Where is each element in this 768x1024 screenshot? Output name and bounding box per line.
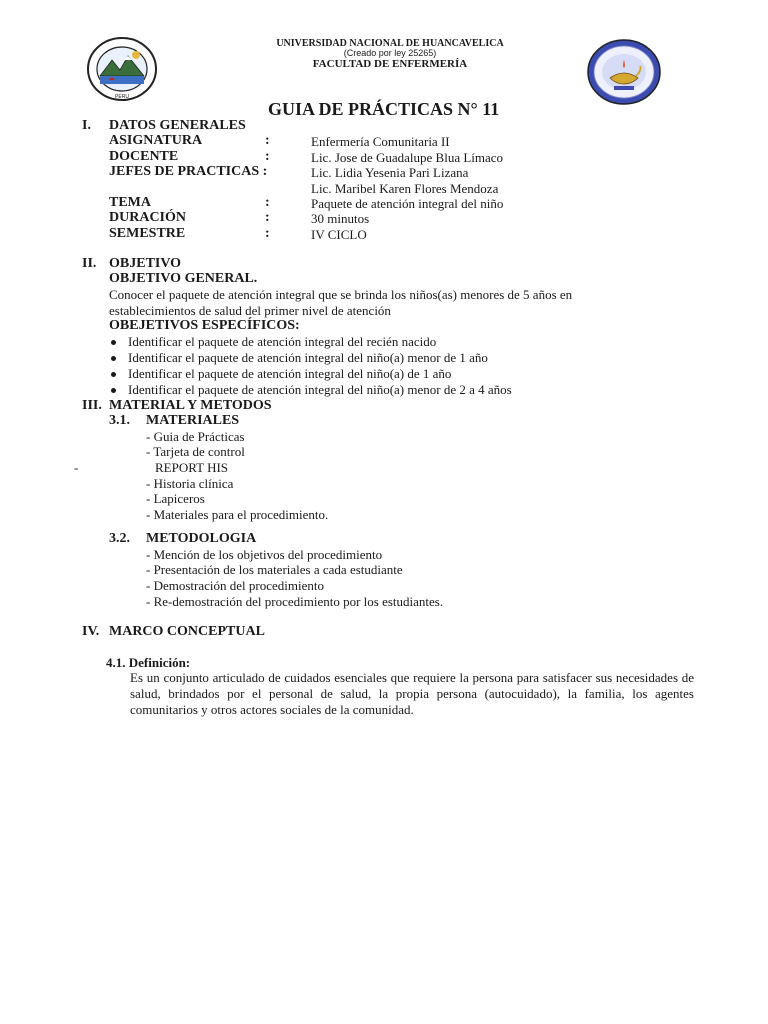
bullet-icon [111,372,116,377]
material-item: - Materiales para el procedimiento. [146,507,329,522]
material-item: REPORT HIS [155,460,229,475]
subsection-4-1-heading: 4.1. Definición: [106,655,191,670]
value-jefe-1: Lic. Lidia Yesenia Pari Lizana [311,165,469,180]
label-docente: DOCENTE [109,149,179,164]
subsection-3-2-number: 3.2. [109,531,130,546]
general-objective-heading: OBJETIVO GENERAL. [109,271,258,286]
definition-paragraph: Es un conjunto articulado de cuidados esenciales que requiere la persona para satisfacer sus necesidades de salud, brindados por el personal de salud, la propia persona (autocuidado), la familia, los agentes comunitarios y otros actores sociales de la comunidad. [130,670,694,717]
value-duracion: 30 minutos [311,211,370,226]
material-dash: - [74,460,79,475]
general-objective-line-2: establecimientos de salud del primer nivel de atención [109,303,391,318]
creation-law: (Creado por ley 25265) [343,48,437,58]
value-semestre: IV CICLO [311,227,367,242]
value-tema: Paquete de atención integral del niño [311,196,504,211]
bullet-icon [111,388,116,393]
section-2-heading: OBJETIVO [109,256,182,271]
value-jefe-2: Lic. Maribel Karen Flores Mendoza [311,181,499,196]
specific-objective-item: Identificar el paquete de atención integral del niño(a) menor de 1 año [128,350,488,365]
method-item: - Re-demostración del procedimiento por los estudiantes. [146,594,444,609]
label-jefes-practicas: JEFES DE PRACTICAS : [109,164,268,179]
colon: : [265,210,270,225]
method-item: - Demostración del procedimiento [146,578,324,593]
general-objective-line-1: Conocer el paquete de atención integral que se brinda los niños(as) menores de 5 años en [109,287,573,302]
specific-objective-item: Identificar el paquete de atención integral del niño(a) de 1 año [128,366,452,381]
bullet-icon [111,340,116,345]
material-item: - Guia de Prácticas [146,429,245,444]
section-3-heading: MATERIAL Y METODOS [109,398,272,413]
section-2-number: II. [82,256,97,271]
specific-objectives-heading: OBEJETIVOS ESPECÍFICOS: [109,318,300,333]
section-4-number: IV. [82,624,100,639]
material-item: - Tarjeta de control [146,444,245,459]
section-3-number: III. [82,398,102,413]
method-item: - Presentación de los materiales a cada estudiante [146,562,403,577]
specific-objective-item: Identificar el paquete de atención integral del niño(a) menor de 2 a 4 años [128,382,512,397]
material-item: - Historia clínica [146,476,234,491]
label-semestre: SEMESTRE [109,226,186,241]
colon: : [265,226,270,241]
bullet-icon [111,356,116,361]
colon: : [265,195,270,210]
label-asignatura: ASIGNATURA [109,133,203,148]
subsection-3-1-number: 3.1. [109,413,130,428]
label-tema: TEMA [109,195,151,210]
svg-text:PERU: PERU [115,94,129,100]
specific-objective-item: Identificar el paquete de atención integral del recién nacido [128,334,437,349]
subsection-3-1-heading: MATERIALES [146,413,240,428]
document-title: GUIA DE PRÁCTICAS N° 11 [268,99,500,119]
colon: : [265,149,270,164]
value-docente: Lic. Jose de Guadalupe Blua Límaco [311,150,504,165]
method-item: - Mención de los objetivos del procedimiento [146,547,383,562]
university-seal-logo [86,36,158,102]
material-item: - Lapiceros [146,491,205,506]
section-4-heading: MARCO CONCEPTUAL [109,624,265,639]
value-asignatura: Enfermería Comunitaria II [311,134,450,149]
colon: : [265,133,270,148]
section-1-number: I. [82,118,91,133]
subsection-3-2-heading: METODOLOGIA [146,531,257,546]
faculty-name: FACULTAD DE ENFERMERÍA [312,58,468,70]
label-duracion: DURACIÓN [109,210,186,225]
section-1-heading: DATOS GENERALES [109,118,246,133]
university-name: UNIVERSIDAD NACIONAL DE HUANCAVELICA [276,38,504,49]
